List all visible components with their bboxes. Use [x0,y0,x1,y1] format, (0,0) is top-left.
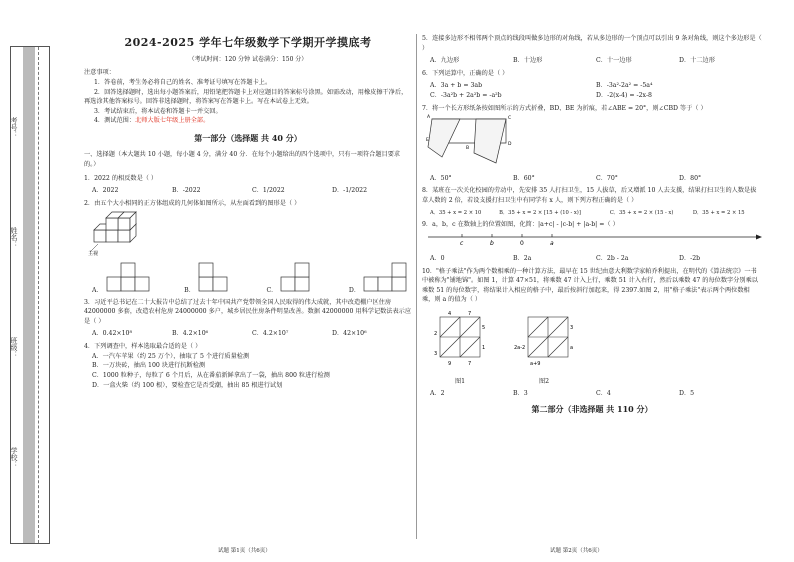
question-9: 9．a，b，c 在数轴上的位置如图，化简：|a+c| - |c-b| + |a-b| =（ ） [422,220,619,228]
binding-stripe [23,47,35,543]
q8-option-b[interactable]: B．35 + x = 2 × [15 + (10 - x)] [499,209,581,216]
q4-option-c[interactable]: C．1000 粒种子，每粒了 6 个月后，从在番茄新鲜拿出了一袋，抽出 800 粒进行检测 [92,371,330,379]
q2-option-b-figure [197,262,237,292]
q1-option-b[interactable]: B．-2022 [172,187,201,195]
q10-grid-1 [432,309,488,373]
left-page [84,34,412,390]
notes-title: 注意事项： [84,69,115,77]
q5-option-b[interactable]: B．十边形 [513,57,543,65]
q9-mark-0: 0 [520,240,524,248]
q4-option-b[interactable]: B．一万块砖，抽出 100 块进行抗断检测 [92,362,206,370]
right-page [422,34,762,421]
q2-option-a-figure [105,262,155,292]
svg-text:3: 3 [570,325,574,332]
note-3: 3．考试结束后，将本试卷和答题卡一并交回。 [94,107,222,115]
question-7-options [430,174,762,184]
q2-option-c[interactable]: C． [266,262,319,296]
binding-label-school: 学校： [10,447,18,468]
q5-option-d[interactable]: D．十二边形 [679,57,715,65]
q10-option-c[interactable]: C．4 [596,390,611,398]
q10-option-b[interactable]: B．3 [513,390,528,398]
q2-solid-figure [88,208,158,256]
left-footer: 试题 第1页（共6页） [218,548,271,554]
svg-text:5: 5 [482,325,486,332]
question-4: 4．下列调查中，样本选取最合适的是（ ） [84,343,202,351]
svg-text:A: A [427,115,431,121]
q9-number-line [422,229,762,247]
q1-option-d[interactable]: D．-1/2022 [332,187,368,195]
q10-grid-2 [514,309,574,373]
svg-text:a+9: a+9 [530,361,541,368]
q6-option-b[interactable]: B．-3a²-2a² = -5a⁴ [596,82,653,90]
part1-heading: 第一部分（选择题 共 40 分） [194,133,302,143]
question-2: 2．由五个大小相同的正方体组成的几何体如图所示，从左面看到的图形是（ ） [84,199,301,207]
cut-line [38,47,39,543]
q3-option-d[interactable]: D．42×10⁶ [332,330,367,338]
question-6: 6．下列运算中，正确的是（ ） [422,69,509,77]
q3-option-a[interactable]: A．0.42×10⁸ [92,330,132,338]
q7-option-d[interactable]: D．80° [679,174,702,182]
q7-fold-figure [426,113,516,167]
note-2: 2．回答选择题时，选出每小题答案后，用铅笔把答题卡上对应题目的答案标号涂黑。如需改动，用橡皮擦干净后，再选涂其他答案标号。回答非选择题时，将答案写在答题卡上。写在本试卷上无效。 [84,88,408,106]
svg-text:a: a [570,345,574,352]
svg-text:7: 7 [468,311,472,318]
q5-option-a[interactable]: A．九边形 [430,57,460,65]
right-footer: 试题 第2页（共6页） [550,548,603,554]
question-6-options-row2 [430,91,762,101]
q7-option-a[interactable]: A．50° [430,174,452,182]
binding-label-name: 姓名： [10,227,18,248]
question-3-options [92,329,412,339]
q5-option-c[interactable]: C．十一边形 [596,57,632,65]
q9-option-d[interactable]: D．-2b [679,254,701,262]
figure-1-caption: 图1 [454,377,466,385]
q10-option-a[interactable]: A．2 [430,390,445,398]
q7-option-b[interactable]: B．60° [513,174,535,182]
q1-option-c[interactable]: C．1/2022 [252,187,285,195]
part2-heading: 第二部分（非选择题 共 110 分） [531,403,653,414]
question-10: 10．"格子乘法"作为两个数相乘的一种计算方法，最早在 15 世纪由意大利数学家帕乔利提出，在明代的《算法统宗》一书中被称为"铺地锦"。如图 1，计算 47×51，将乘数 47 计入上行，乘数 51 计入右行，然后以乘数 47 的每位数字分别乘以乘数 51 的每位数字，将结果计入相应的格子中，最后按斜行加起来，得 2397.如图 2，用"格子乘法"表示两个两位数相乘，则 a 的值为（ ） [422,267,758,304]
svg-text:D: D [508,142,512,148]
q7-option-c[interactable]: C．70° [596,174,618,182]
q1-option-a[interactable]: A．2022 [92,187,119,195]
question-8: 8．某班在一次关化校园的劳动中，先安排 35 人打扫卫生，15 人拔草，后又增派 10 人去支援，结果打扫卫生的人数是拔草人数的 2 倍，若设支援打扫卫生中有同学有 x 人，则下列方程正确的是（ ） [422,187,757,205]
q10-option-d[interactable]: D．5 [679,390,695,398]
q2-option-b[interactable]: B． [184,262,237,296]
q9-option-a[interactable]: A．0 [430,254,445,262]
svg-text:9: 9 [448,361,452,368]
q10-figures [432,309,762,386]
note-1: 1．答卷前，考生务必将自己的姓名、准考证号填写在答题卡上。 [94,78,272,86]
figure-2-caption: 图2 [538,377,550,385]
q9-option-c[interactable]: C．2b - 2a [596,254,629,262]
binding-strip [10,46,50,544]
q4-option-a[interactable]: A．一汽车苹果（约 25 万个），抽取了 5 个进行质量检测 [92,352,250,360]
question-10-options [430,389,762,399]
q2-option-c-figure [279,262,319,292]
front-view-label: 主视 [88,251,99,257]
svg-text:2: 2 [434,331,438,338]
section-intro: 一、选择题（本大题共 10 小题，每小题 4 分，满分 40 分．在每个小题给出的四个选项中，只有一项符合题目要求的。） [84,151,401,168]
q8-option-c[interactable]: C．35 + x = 2 × (15 - x) [609,209,674,216]
question-1-options [92,186,412,196]
q4-option-d[interactable]: D．一盒火柴（约 100 根），要检查它是否受潮，抽出 85 根进行试划 [92,381,283,389]
q2-option-a[interactable]: A． [92,262,155,296]
page-title: 2024-2025 学年七年级数学下学期开学摸底考 [124,36,372,49]
question-5-options [430,56,762,66]
note-4: 4．测试范围：北师大版七年级上册全部。 [94,117,210,125]
q10-figure-2 [514,309,574,386]
q9-option-b[interactable]: B．2a [513,254,532,262]
note-4-range: 北师大版七年级上册全部。 [135,117,210,125]
question-3: 3．习近平总书记在二十大报告中总结了过去十年中国共产党带领全国人民取得的伟大成就，其中改造棚户区住房 42000000 多套，改造农村危房 24000000 多户，城乡居民住房条件明显改善。数据 42000000 用科学记数法表示应是（ ） [84,298,412,325]
q9-mark-b: b [490,240,494,248]
q9-mark-a: a [550,240,554,248]
question-2-options [92,262,412,296]
question-9-options [430,254,762,264]
svg-text:1: 1 [482,345,486,352]
question-5: 5．连接多边形不相邻两个顶点的线段叫做多边形的对角线，若从多边形的一个顶点可以引出 9 条对角线，则这个多边形是（ ） [422,35,762,52]
page-divider [416,34,417,539]
q6-option-d[interactable]: D．-2(x-4) = -2x-8 [596,92,652,100]
binding-label-class: 班级： [10,337,18,358]
question-8-options [430,209,762,217]
q8-option-d[interactable]: D．35 + x = 2 × 15 [692,209,745,216]
q8-option-a[interactable]: A．35 + x = 2 × 10 [430,209,482,216]
question-6-options-row1 [430,81,762,91]
exam-subtitle: （考试时间：120 分钟 试卷满分：150 分） [188,56,308,64]
question-7: 7．将一个长方形纸条按如图所示的方式折叠，BD、BE 为折痕，若∠ABE = 20°，则∠CBD 等于（ ） [422,104,707,112]
binding-label-exam-no: 考号： [10,117,18,138]
svg-text:E: E [426,138,429,144]
q2-option-d-figure [362,262,412,292]
q6-option-c[interactable]: C．-3a²b + 2a²b = -a²b [430,92,502,100]
question-1: 1．2022 的相反数是（ ） [84,174,158,182]
svg-text:4: 4 [448,311,452,318]
svg-text:2a-2: 2a-2 [514,345,526,352]
q2-option-d[interactable]: D． [349,262,412,296]
svg-text:B: B [466,146,470,152]
svg-text:3: 3 [434,351,438,358]
svg-text:7: 7 [468,361,472,368]
q6-option-a[interactable]: A．3a + b = 3ab [430,82,483,90]
svg-text:C: C [508,116,512,122]
q9-mark-c: c [460,240,464,248]
q3-option-b[interactable]: B．4.2×10⁶ [172,330,209,338]
q3-option-c[interactable]: C．4.2×10⁷ [252,330,289,338]
q10-figure-1 [432,309,488,386]
